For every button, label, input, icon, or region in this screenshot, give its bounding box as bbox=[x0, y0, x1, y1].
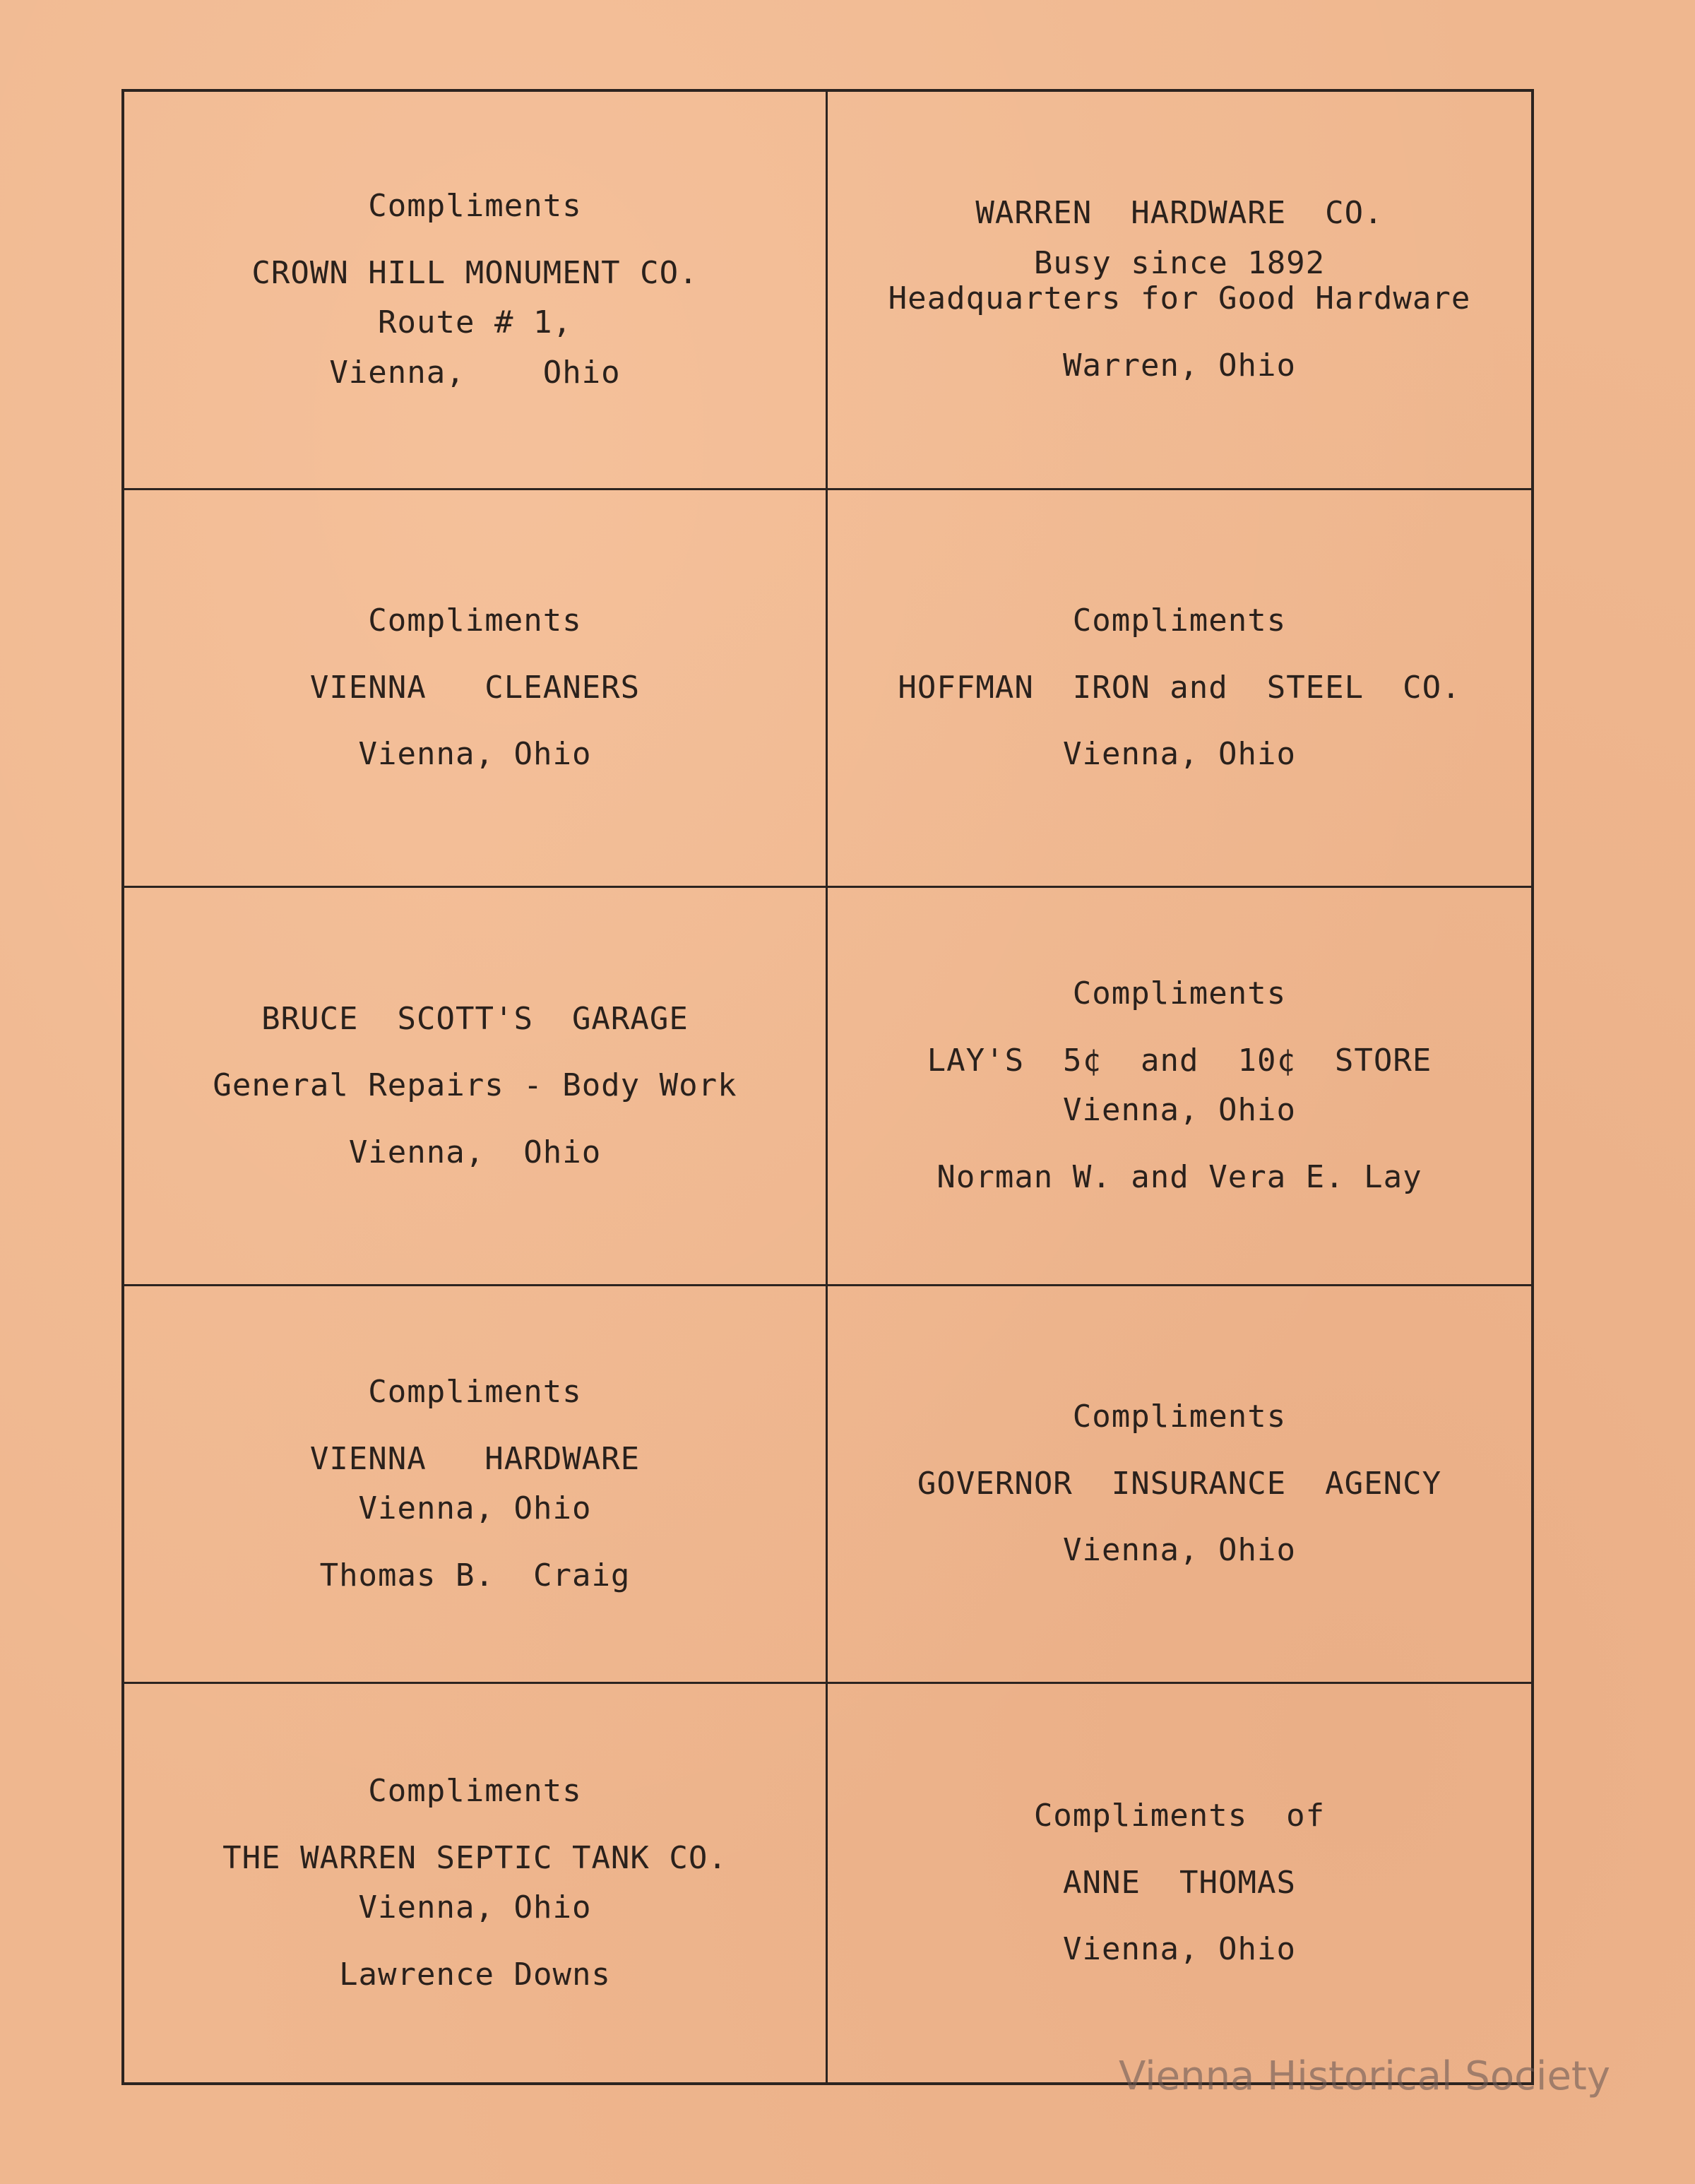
ad-bruce-scotts-garage bbox=[124, 888, 828, 1286]
ad-line: Vienna, Ohio bbox=[358, 1889, 592, 1926]
ad-line: GOVERNOR INSURANCE AGENCY bbox=[917, 1465, 1442, 1502]
ad-line: Busy since 1892 bbox=[1033, 244, 1326, 281]
ad-line: Warren, Ohio bbox=[1063, 347, 1296, 384]
ad-line: BRUCE SCOTT'S GARAGE bbox=[261, 1000, 689, 1037]
ad-line: WARREN HARDWARE CO. bbox=[975, 195, 1384, 232]
ad-line: Vienna, Ohio bbox=[1063, 1532, 1296, 1569]
ad-line: Vienna, Ohio bbox=[358, 736, 592, 773]
ad-warren-septic-tank bbox=[124, 1684, 828, 2082]
ad-line: Compliments bbox=[1072, 603, 1287, 639]
ad-warren-hardware bbox=[828, 92, 1531, 490]
ad-line: Compliments bbox=[1072, 1399, 1287, 1435]
ad-vienna-cleaners bbox=[124, 490, 828, 889]
ad-line: Vienna, Ohio bbox=[1063, 736, 1296, 773]
ad-anne-thomas bbox=[828, 1684, 1531, 2082]
ad-line: VIENNA HARDWARE bbox=[309, 1440, 641, 1477]
ad-line: Compliments bbox=[368, 1773, 582, 1809]
ad-line: Compliments bbox=[368, 188, 582, 225]
ad-line: General Repairs - Body Work bbox=[213, 1067, 737, 1104]
ad-line: Headquarters for Good Hardware bbox=[888, 280, 1471, 317]
ad-line: LAY'S 5¢ and 10¢ STORE bbox=[927, 1042, 1432, 1079]
ad-line: VIENNA CLEANERS bbox=[309, 669, 641, 706]
ad-line: THE WARREN SEPTIC TANK CO. bbox=[222, 1839, 727, 1876]
ad-line: Vienna, Ohio bbox=[358, 1490, 592, 1527]
ad-line: Compliments bbox=[368, 603, 582, 639]
ad-line: Compliments bbox=[368, 1373, 582, 1410]
ad-line: Compliments bbox=[1072, 975, 1287, 1012]
ad-line: HOFFMAN IRON and STEEL CO. bbox=[898, 669, 1461, 706]
ad-line: CROWN HILL MONUMENT CO. bbox=[251, 254, 698, 291]
ad-line: Lawrence Downs bbox=[339, 1956, 611, 1993]
ad-line: Norman W. and Vera E. Lay bbox=[936, 1159, 1422, 1196]
ad-line: Vienna, Ohio bbox=[329, 354, 621, 391]
ad-hoffman-iron-steel bbox=[828, 490, 1531, 889]
ad-line: Vienna, Ohio bbox=[1063, 1092, 1296, 1129]
ad-governor-insurance bbox=[828, 1286, 1531, 1685]
watermark: Vienna Historical Society bbox=[1118, 2053, 1610, 2099]
ad-line: Compliments of bbox=[1033, 1798, 1326, 1834]
ad-line: ANNE THOMAS bbox=[1063, 1864, 1296, 1901]
ad-line: Vienna, Ohio bbox=[1063, 1931, 1296, 1968]
ad-line: Thomas B. Craig bbox=[319, 1557, 631, 1594]
ad-crown-hill-monument bbox=[124, 92, 828, 490]
advertisement-grid bbox=[121, 89, 1534, 2085]
ad-lays-store bbox=[828, 888, 1531, 1286]
ad-vienna-hardware bbox=[124, 1286, 828, 1685]
ad-line: Vienna, Ohio bbox=[348, 1134, 602, 1170]
ad-line: Route # 1, bbox=[378, 304, 572, 341]
